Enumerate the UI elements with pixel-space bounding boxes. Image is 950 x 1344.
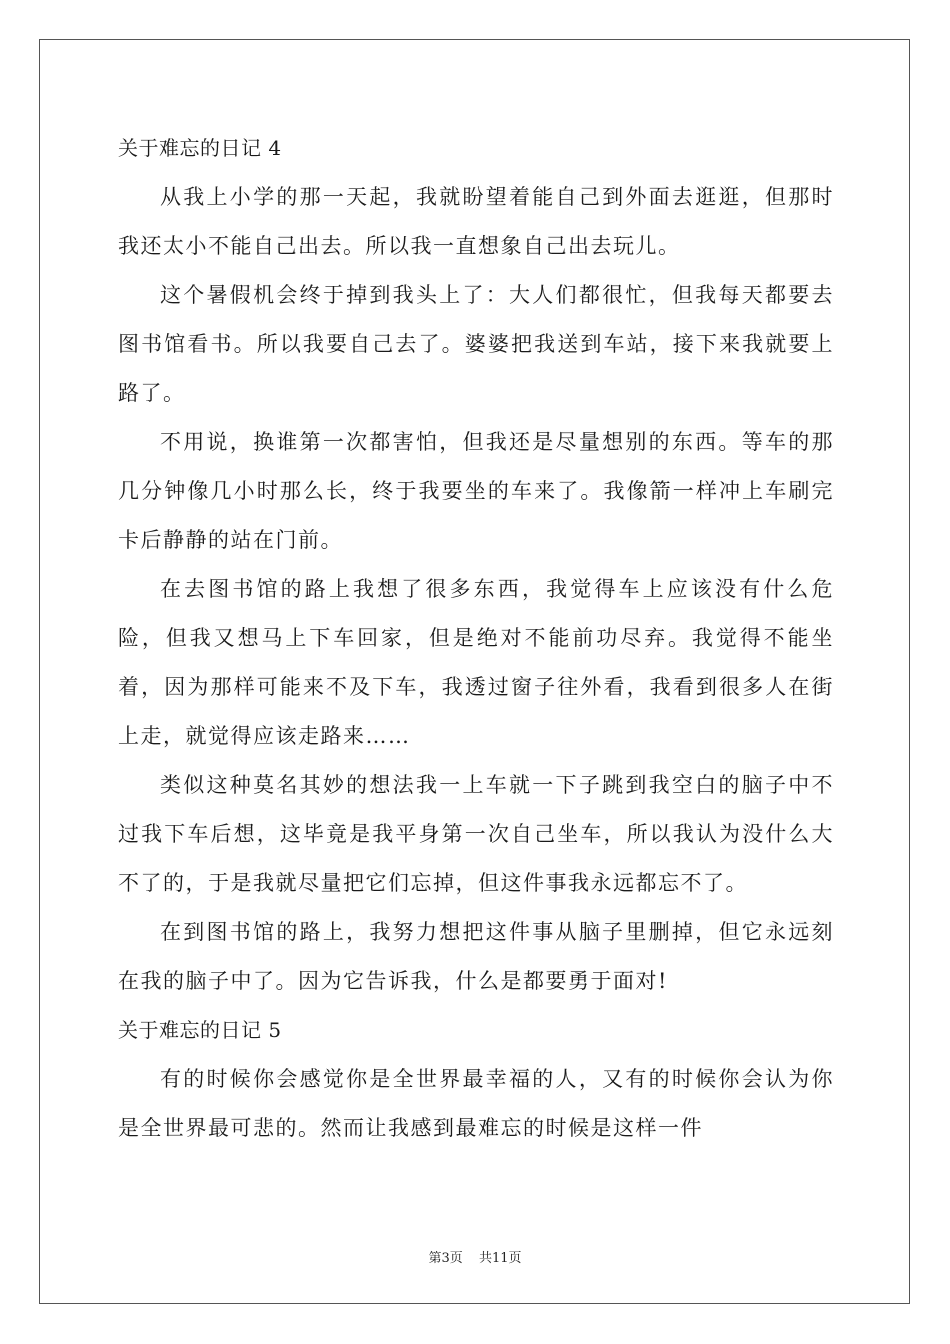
page-number: 第3页	[428, 1251, 463, 1266]
diary-4-paragraph-5: 类似这种莫名其妙的想法我一上车就一下子跳到我空白的脑子中不过我下车后想，这毕竟是我平身第一次自己坐车，所以我认为没什么大不了的，于是我就尽量把它们忘掉，但这件事我永远都忘不了。	[118, 773, 834, 895]
diary-4-paragraph-3: 不用说，换谁第一次都害怕，但我还是尽量想别的东西。等车的那几分钟像几小时那么长，终于我要坐的车来了。我像箭一样冲上车刷完卡后静静的站在门前。	[118, 430, 834, 552]
diary-4-paragraph-6: 在到图书馆的路上，我努力想把这件事从脑子里删掉，但它永远刻在我的脑子中了。因为它告诉我，什么是都要勇于面对!	[118, 920, 834, 993]
diary-4-paragraph-4: 在去图书馆的路上我想了很多东西，我觉得车上应该没有什么危险，但我又想马上下车回家，但是绝对不能前功尽弃。我觉得不能坐着，因为那样可能来不及下车，我透过窗子往外看，我看到很多人在街上走，就觉得应该走路来……	[118, 577, 834, 748]
page-footer	[0, 1247, 950, 1266]
page-total: 共11页	[478, 1251, 522, 1266]
diary-4-paragraph-2: 这个暑假机会终于掉到我头上了：大人们都很忙，但我每天都要去图书馆看书。所以我要自己去了。婆婆把我送到车站，接下来我就要上路了。	[118, 283, 834, 405]
diary-5-heading: 关于难忘的日记 5	[118, 1018, 282, 1042]
diary-4-heading: 关于难忘的日记 4	[118, 136, 282, 160]
diary-4-paragraph-1: 从我上小学的那一天起，我就盼望着能自己到外面去逛逛，但那时我还太小不能自己出去。所以我一直想象自己出去玩儿。	[118, 185, 834, 258]
diary-5-paragraph-1: 有的时候你会感觉你是全世界最幸福的人，又有的时候你会认为你是全世界最可悲的。然而让我感到最难忘的时候是这样一件	[118, 1067, 834, 1140]
document-body	[118, 124, 834, 1153]
